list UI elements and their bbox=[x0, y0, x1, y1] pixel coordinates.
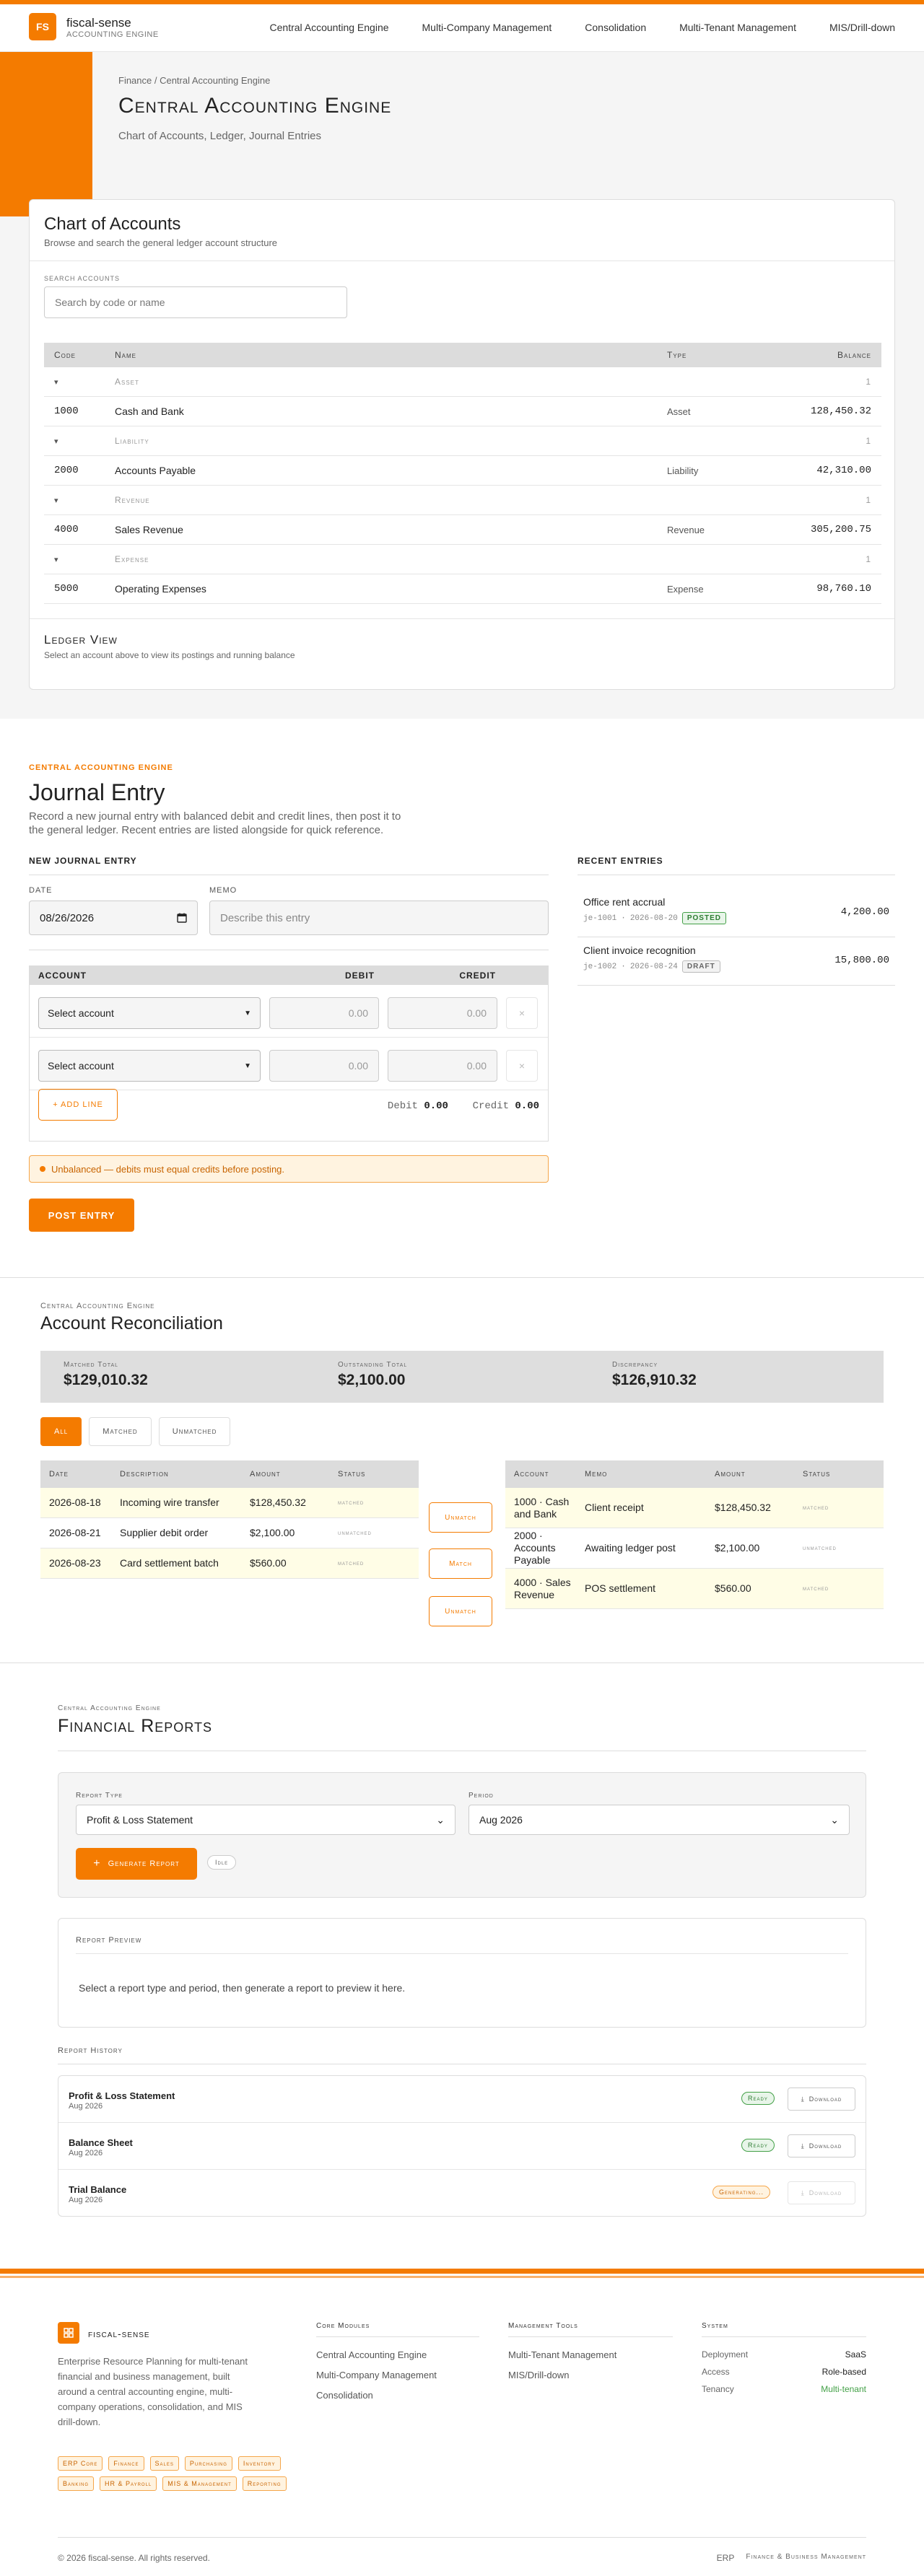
account-balance: 42,310.00 bbox=[816, 465, 871, 476]
page-subtitle: Chart of Accounts, Ledger, Journal Entries bbox=[118, 130, 321, 142]
report-name: Profit & Loss Statement bbox=[69, 2090, 175, 2101]
table-header bbox=[44, 343, 881, 367]
col-type[interactable]: Type bbox=[667, 350, 687, 360]
download-label: Download bbox=[808, 2142, 842, 2150]
coa-table bbox=[44, 343, 881, 604]
system-key: Access bbox=[702, 2367, 730, 2377]
col-amount: Amount bbox=[715, 1470, 746, 1478]
table-row[interactable] bbox=[505, 1569, 884, 1609]
stat-label: Matched Total bbox=[64, 1361, 119, 1369]
entry-id: je-1002 bbox=[583, 962, 617, 971]
system-row bbox=[702, 2349, 866, 2360]
group-name: Expense bbox=[115, 554, 149, 564]
account-code: 2000 bbox=[54, 465, 79, 476]
chevron-down-icon: ⌄ bbox=[830, 1813, 839, 1826]
account-balance: 98,760.10 bbox=[816, 583, 871, 595]
account-code: 5000 bbox=[54, 583, 79, 595]
report-type-select[interactable] bbox=[76, 1805, 456, 1835]
history-label: Report History bbox=[58, 2046, 123, 2055]
group-name: Liability bbox=[115, 436, 149, 446]
footer-accent-bar bbox=[0, 2269, 924, 2274]
filter-matched[interactable]: Matched bbox=[89, 1417, 151, 1446]
col-balance[interactable]: Balance bbox=[837, 350, 871, 360]
remove-line-button[interactable]: × bbox=[506, 997, 538, 1029]
recent-entries-list bbox=[578, 889, 895, 986]
warning-text: Unbalanced — debits must equal credits before posting. bbox=[51, 1163, 285, 1175]
account-type: Revenue bbox=[667, 524, 705, 535]
reconciliation-eyebrow: Central Accounting Engine bbox=[40, 1302, 155, 1310]
report-period: Aug 2026 bbox=[69, 2149, 103, 2157]
credit-input[interactable]: 0.00 bbox=[388, 997, 497, 1029]
credit-total-label: Credit bbox=[472, 1100, 509, 1112]
cell-amount: $560.00 bbox=[715, 1582, 751, 1594]
cell-date: 2026-08-18 bbox=[49, 1497, 101, 1508]
download-button[interactable] bbox=[788, 2134, 855, 2157]
cell-account: 2000 · Accounts Payable bbox=[514, 1530, 556, 1566]
collapse-caret-icon[interactable]: ▾ bbox=[54, 377, 59, 387]
page-title: Central Accounting Engine bbox=[118, 94, 392, 118]
account-type: Expense bbox=[667, 583, 704, 595]
logo-mark[interactable]: FS bbox=[29, 13, 56, 40]
group-count: 1 bbox=[866, 436, 871, 446]
module-chip[interactable]: Reporting bbox=[243, 2476, 287, 2491]
unmatch-button[interactable]: Unmatch bbox=[429, 1502, 492, 1533]
stat-outstanding bbox=[338, 1361, 407, 1389]
report-preview bbox=[58, 1918, 866, 2028]
add-line-button[interactable]: + ADD LINE bbox=[38, 1089, 118, 1121]
account-row[interactable] bbox=[44, 397, 881, 426]
cell-date: 2026-08-21 bbox=[49, 1527, 101, 1538]
table-row[interactable] bbox=[40, 1488, 419, 1518]
account-name: Operating Expenses bbox=[115, 583, 206, 595]
report-period: Aug 2026 bbox=[69, 2196, 103, 2204]
table-row[interactable] bbox=[40, 1518, 419, 1548]
history-row bbox=[58, 2076, 866, 2123]
download-icon: ⤓ bbox=[801, 2095, 805, 2103]
status-badge: Ready bbox=[741, 2092, 775, 2105]
account-select[interactable] bbox=[38, 997, 261, 1029]
reconciliation-filters bbox=[40, 1417, 230, 1446]
account-group-row[interactable] bbox=[44, 545, 881, 574]
account-type: Asset bbox=[667, 406, 691, 417]
journal-line bbox=[30, 986, 548, 1038]
debit-total-label: Debit bbox=[387, 1100, 418, 1112]
cell-amount: $2,100.00 bbox=[715, 1542, 760, 1554]
footer-accent-bar bbox=[0, 2276, 924, 2278]
filter-all[interactable]: All bbox=[40, 1417, 82, 1446]
nav-consolidation[interactable]: Consolidation bbox=[585, 22, 647, 33]
cell-status: unmatched bbox=[338, 1529, 372, 1536]
entry-meta: je-1001 · 2026-08-20 POSTED bbox=[583, 912, 726, 924]
divider bbox=[316, 2336, 479, 2337]
col-name[interactable]: Name bbox=[115, 350, 137, 360]
status-badge: POSTED bbox=[682, 912, 726, 924]
footer-erp: ERP bbox=[716, 2553, 735, 2563]
system-value: Multi-tenant bbox=[821, 2384, 866, 2394]
report-type-label: Report Type bbox=[76, 1792, 123, 1800]
cell-description: Card settlement batch bbox=[120, 1557, 219, 1569]
module-chip[interactable]: Finance bbox=[108, 2456, 144, 2471]
download-icon: ⤓ bbox=[801, 2189, 805, 2196]
cell-status: matched bbox=[803, 1585, 829, 1592]
cell-account: 4000 · Sales Revenue bbox=[514, 1576, 571, 1600]
group-name: Asset bbox=[115, 377, 139, 387]
footer-app-name: fiscal-sense bbox=[88, 2328, 150, 2339]
status-badge: Generating... bbox=[712, 2186, 770, 2199]
footer-finance: Finance & Business Management bbox=[746, 2553, 866, 2561]
account-group-row[interactable] bbox=[44, 367, 881, 397]
col-account: ACCOUNT bbox=[38, 971, 87, 981]
footer-link-mis[interactable]: MIS/Drill-down bbox=[508, 2370, 570, 2380]
recent-entry[interactable] bbox=[578, 937, 895, 986]
ledger-title: Ledger View bbox=[44, 633, 118, 647]
reports-eyebrow: Central Accounting Engine bbox=[58, 1704, 161, 1712]
col-amount: Amount bbox=[250, 1470, 281, 1478]
module-chips bbox=[58, 2456, 289, 2491]
generate-label: Generate Report bbox=[108, 1859, 180, 1868]
status-badge: Idle bbox=[207, 1855, 236, 1870]
stat-value: $129,010.32 bbox=[64, 1372, 148, 1388]
col-date: Date bbox=[49, 1470, 69, 1478]
coa-card bbox=[29, 199, 895, 690]
search-input[interactable]: Search by code or name bbox=[44, 286, 347, 318]
table-header bbox=[505, 1460, 884, 1488]
module-chip[interactable]: MIS & Management bbox=[162, 2476, 237, 2491]
system-row bbox=[702, 2384, 866, 2394]
coa-section bbox=[0, 216, 924, 719]
system-value: Role-based bbox=[821, 2367, 866, 2377]
system-row bbox=[702, 2367, 866, 2377]
credit-total: 0.00 bbox=[515, 1100, 539, 1112]
cell-status: unmatched bbox=[803, 1544, 837, 1551]
app-tagline: ACCOUNTING ENGINE bbox=[66, 30, 159, 39]
entry-id: je-1001 bbox=[583, 914, 617, 923]
warning-dot-icon bbox=[40, 1166, 45, 1172]
unbalanced-warning bbox=[29, 1155, 549, 1183]
report-name: Trial Balance bbox=[69, 2184, 127, 2195]
account-select-value: Select account bbox=[48, 1060, 114, 1072]
stat-label: Discrepancy bbox=[612, 1361, 658, 1369]
cell-description: Incoming wire transfer bbox=[120, 1497, 219, 1508]
account-type: Liability bbox=[667, 465, 699, 476]
account-balance: 128,450.32 bbox=[810, 406, 871, 417]
col-account: Account bbox=[514, 1470, 549, 1478]
download-icon: ⤓ bbox=[801, 2142, 805, 2150]
entry-date: 2026-08-24 bbox=[629, 962, 678, 971]
table-row[interactable] bbox=[505, 1528, 884, 1569]
col-memo: Memo bbox=[585, 1470, 608, 1478]
account-code: 4000 bbox=[54, 524, 79, 535]
footer-meta bbox=[717, 2553, 866, 2563]
account-code: 1000 bbox=[54, 406, 79, 417]
debit-total: 0.00 bbox=[424, 1100, 448, 1112]
download-button[interactable] bbox=[788, 2181, 855, 2204]
page-hero bbox=[0, 52, 924, 216]
divider bbox=[58, 2537, 866, 2538]
account-row[interactable] bbox=[44, 574, 881, 604]
account-row[interactable] bbox=[44, 515, 881, 545]
table-row[interactable] bbox=[505, 1488, 884, 1528]
date-value: 08/26/2026 bbox=[40, 911, 95, 924]
cell-status: matched bbox=[338, 1499, 365, 1506]
account-name: Cash and Bank bbox=[115, 406, 184, 417]
system-value: SaaS bbox=[845, 2349, 866, 2360]
core-modules-title: Core Modules bbox=[316, 2322, 370, 2330]
account-select[interactable] bbox=[38, 1050, 261, 1082]
table-row[interactable] bbox=[40, 1548, 419, 1579]
col-description: Description bbox=[120, 1470, 169, 1478]
module-chip[interactable]: Sales bbox=[150, 2456, 179, 2471]
new-entry-heading: NEW JOURNAL ENTRY bbox=[29, 856, 137, 866]
system-title: System bbox=[702, 2322, 728, 2330]
col-status: Status bbox=[803, 1470, 831, 1478]
collapse-caret-icon[interactable]: ▾ bbox=[54, 496, 59, 505]
collapse-caret-icon[interactable]: ▾ bbox=[54, 437, 59, 446]
account-select-value: Select account bbox=[48, 1007, 114, 1019]
cell-amount: $128,450.32 bbox=[715, 1502, 771, 1513]
preview-placeholder: Select a report type and period, then generate a report to preview it here. bbox=[79, 1982, 406, 1994]
system-key: Tenancy bbox=[702, 2384, 734, 2394]
coa-subtitle: Browse and search the general ledger account structure bbox=[44, 237, 278, 248]
history-row bbox=[58, 2170, 866, 2217]
divider bbox=[30, 618, 894, 619]
module-chip[interactable]: ERP Core bbox=[58, 2456, 103, 2471]
cell-date: 2026-08-23 bbox=[49, 1557, 101, 1569]
cell-account: 1000 · Cash and Bank bbox=[514, 1495, 570, 1520]
report-form bbox=[58, 1772, 866, 1898]
footer-logo-icon bbox=[58, 2322, 79, 2344]
report-name: Balance Sheet bbox=[69, 2137, 133, 2148]
entry-meta: je-1002 · 2026-08-24 DRAFT bbox=[583, 960, 720, 973]
stat-value: $126,910.32 bbox=[612, 1372, 697, 1388]
stat-discrepancy bbox=[612, 1361, 697, 1389]
divider bbox=[702, 2336, 866, 2337]
account-name: Accounts Payable bbox=[115, 465, 196, 476]
reports-title: Financial Reports bbox=[58, 1716, 212, 1736]
account-name: Sales Revenue bbox=[115, 524, 183, 535]
preview-label: Report Preview bbox=[76, 1936, 142, 1945]
reconciliation-stats bbox=[40, 1351, 884, 1403]
cell-amount: $560.00 bbox=[250, 1557, 287, 1569]
nav-multi-tenant[interactable]: Multi-Tenant Management bbox=[679, 22, 796, 33]
entry-title: Office rent accrual bbox=[583, 896, 666, 908]
management-tools-title: Management Tools bbox=[508, 2322, 578, 2330]
footer-link-central-accounting[interactable]: Central Accounting Engine bbox=[316, 2349, 427, 2360]
credit-input[interactable]: 0.00 bbox=[388, 1050, 497, 1082]
cell-memo: Client receipt bbox=[585, 1502, 644, 1513]
stat-matched bbox=[64, 1361, 148, 1389]
match-button[interactable]: Match bbox=[429, 1548, 492, 1579]
cell-description: Supplier debit order bbox=[120, 1527, 209, 1538]
group-name: Revenue bbox=[115, 495, 150, 505]
nav-multi-company[interactable]: Multi-Company Management bbox=[422, 22, 552, 33]
entry-date: 2026-08-20 bbox=[629, 914, 678, 923]
app-name: fiscal-sense bbox=[66, 16, 131, 30]
filter-unmatched[interactable]: Unmatched bbox=[159, 1417, 231, 1446]
search-label: SEARCH ACCOUNTS bbox=[44, 275, 121, 282]
system-key: Deployment bbox=[702, 2349, 749, 2360]
divider bbox=[76, 1953, 848, 1954]
module-chip[interactable]: Banking bbox=[58, 2476, 94, 2491]
remove-line-button[interactable]: × bbox=[506, 1050, 538, 1082]
history-row bbox=[58, 2123, 866, 2170]
post-entry-button[interactable]: POST ENTRY bbox=[29, 1199, 134, 1232]
ledger-entries-table bbox=[505, 1460, 884, 1609]
account-group-row[interactable] bbox=[44, 486, 881, 515]
nav-central-accounting[interactable]: Central Accounting Engine bbox=[269, 22, 389, 33]
cell-amount: $128,450.32 bbox=[250, 1497, 306, 1508]
cell-status: matched bbox=[338, 1559, 365, 1567]
status-badge: Ready bbox=[741, 2139, 775, 2152]
hero-accent-block bbox=[0, 52, 92, 216]
journal-eyebrow: CENTRAL ACCOUNTING ENGINE bbox=[29, 763, 173, 772]
entry-amount: 15,800.00 bbox=[834, 955, 889, 966]
download-label: Download bbox=[808, 2189, 842, 2196]
date-input[interactable] bbox=[29, 901, 198, 935]
ledger-hint: Select an account above to view its postings and running balance bbox=[44, 650, 295, 660]
period-select[interactable] bbox=[468, 1805, 850, 1835]
divider bbox=[508, 2336, 673, 2337]
cell-amount: $2,100.00 bbox=[250, 1527, 295, 1538]
entry-amount: 4,200.00 bbox=[840, 906, 889, 918]
main-nav bbox=[270, 22, 895, 33]
cell-memo: Awaiting ledger post bbox=[585, 1542, 676, 1554]
account-balance: 305,200.75 bbox=[810, 524, 871, 535]
group-count: 1 bbox=[866, 554, 871, 564]
footer-link-multi-company[interactable]: Multi-Company Management bbox=[316, 2370, 437, 2380]
plus-icon: + bbox=[93, 1857, 101, 1870]
col-code[interactable]: Code bbox=[54, 350, 77, 360]
line-totals bbox=[388, 1100, 539, 1112]
date-label: DATE bbox=[29, 886, 53, 895]
chevron-down-icon: ⌄ bbox=[436, 1813, 445, 1826]
memo-input[interactable]: Describe this entry bbox=[209, 901, 549, 935]
section-divider bbox=[0, 1662, 924, 1663]
col-status: Status bbox=[338, 1470, 366, 1478]
chevron-down-icon: ▼ bbox=[244, 1009, 251, 1017]
report-period: Aug 2026 bbox=[69, 2102, 103, 2111]
journal-description: Record a new journal entry with balanced debit and credit lines, then post it to the general ledger. Recent entries are listed alongside for quick reference. bbox=[29, 810, 401, 836]
footer-link-consolidation[interactable]: Consolidation bbox=[316, 2390, 373, 2401]
recent-entries-heading: RECENT ENTRIES bbox=[578, 856, 663, 866]
calendar-icon[interactable] bbox=[177, 913, 187, 923]
memo-label: MEMO bbox=[209, 886, 237, 895]
site-header bbox=[0, 4, 924, 52]
stat-value: $2,100.00 bbox=[338, 1372, 406, 1388]
debit-input[interactable]: 0.00 bbox=[269, 1050, 379, 1082]
account-row[interactable] bbox=[44, 456, 881, 486]
section-divider bbox=[0, 1277, 924, 1278]
footer-link-multi-tenant[interactable]: Multi-Tenant Management bbox=[508, 2349, 617, 2360]
period-value: Aug 2026 bbox=[479, 1814, 523, 1826]
module-chip[interactable]: Inventory bbox=[238, 2456, 281, 2471]
download-label: Download bbox=[808, 2095, 842, 2103]
copyright: © 2026 fiscal-sense. All rights reserved. bbox=[58, 2553, 210, 2563]
module-chip[interactable]: HR & Payroll bbox=[100, 2476, 157, 2491]
report-history bbox=[58, 2075, 866, 2217]
divider bbox=[30, 260, 894, 261]
lines-header bbox=[30, 966, 548, 985]
period-label: Period bbox=[468, 1792, 494, 1800]
download-button[interactable] bbox=[788, 2087, 855, 2111]
nav-mis-drilldown[interactable]: MIS/Drill-down bbox=[829, 22, 895, 33]
module-chip[interactable]: Purchasing bbox=[185, 2456, 232, 2471]
coa-title: Chart of Accounts bbox=[44, 214, 181, 234]
recent-entry[interactable] bbox=[578, 889, 895, 937]
account-group-row[interactable] bbox=[44, 426, 881, 456]
status-badge: DRAFT bbox=[682, 960, 720, 973]
stat-label: Outstanding Total bbox=[338, 1361, 408, 1369]
cell-status: matched bbox=[803, 1504, 829, 1511]
reconciliation-title: Account Reconciliation bbox=[40, 1313, 223, 1333]
table-header bbox=[40, 1460, 419, 1488]
debit-input[interactable]: 0.00 bbox=[269, 997, 379, 1029]
group-count: 1 bbox=[866, 495, 871, 505]
journal-line bbox=[30, 1038, 548, 1090]
col-credit: CREDIT bbox=[459, 971, 496, 981]
footer-description: Enterprise Resource Planning for multi-tenant financial and business management, built around a central accounting engine, multi-company operations, consolidation, and MIS drill-down. bbox=[58, 2356, 248, 2427]
report-type-value: Profit & Loss Statement bbox=[87, 1814, 193, 1826]
journal-lines bbox=[29, 965, 549, 1142]
bank-statement-table bbox=[40, 1460, 419, 1579]
generate-report-button[interactable] bbox=[76, 1848, 197, 1880]
chevron-down-icon: ▼ bbox=[244, 1061, 251, 1070]
journal-title: Journal Entry bbox=[29, 779, 165, 805]
breadcrumb[interactable]: Finance / Central Accounting Engine bbox=[118, 75, 271, 86]
col-debit: DEBIT bbox=[345, 971, 375, 981]
unmatch-button[interactable]: Unmatch bbox=[429, 1596, 492, 1626]
group-count: 1 bbox=[866, 377, 871, 387]
collapse-caret-icon[interactable]: ▾ bbox=[54, 555, 59, 564]
entry-title: Client invoice recognition bbox=[583, 945, 696, 956]
cell-memo: POS settlement bbox=[585, 1582, 656, 1594]
